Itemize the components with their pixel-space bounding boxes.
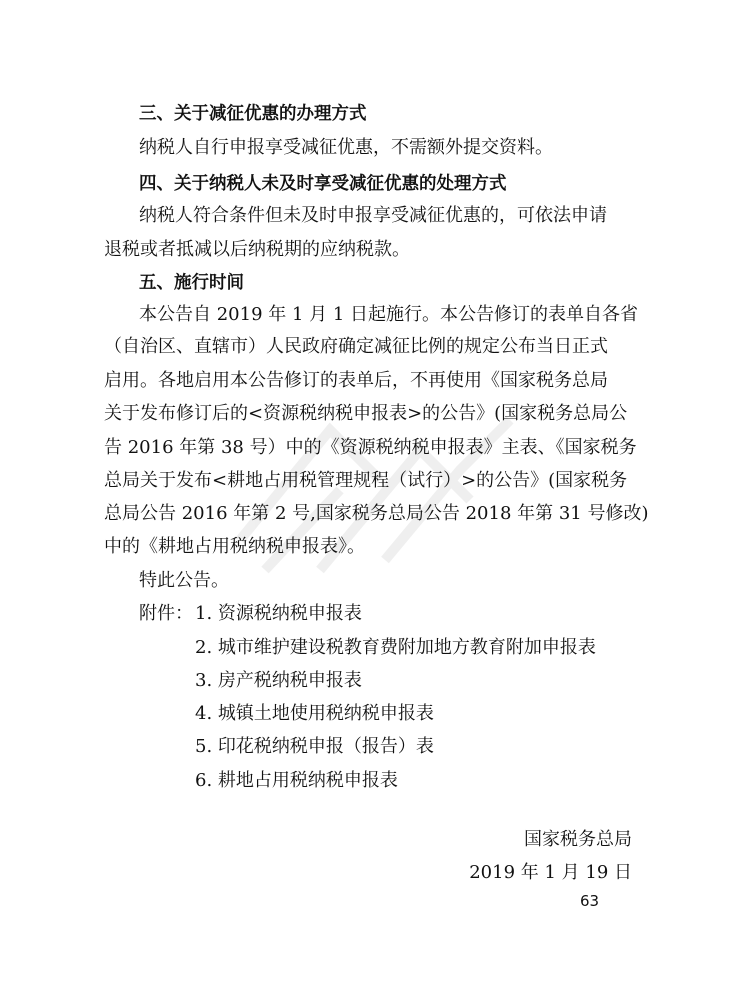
section-5-body-line-3: 启用。各地启用本公告修订的表单后，不再使用《国家税务总局 [104,370,608,391]
attachment-item-6: 6. 耕地占用税纳税申报表 [195,770,398,791]
attachment-item-1: 1. 资源税纳税申报表 [195,603,362,624]
section-5-body-line-1: 本公告自 2019 年 1 月 1 日起施行。本公告修订的表单自各省 [139,304,639,325]
attachment-item-4: 4. 城镇土地使用税纳税申报表 [195,703,434,724]
section-5-body-line-2: （自治区、直辖市）人民政府确定减征比例的规定公布当日正式 [104,336,608,357]
section-5-body-line-6: 总局关于发布<耕地占用税管理规程（试行）>的公告》(国家税务 [104,470,628,491]
issue-date: 2019 年 1 月 19 日 [469,862,632,883]
section-4-body-line-1: 纳税人符合条件但未及时申报享受减征优惠的，可依法申请 [139,205,607,226]
attachment-item-2: 2. 城市维护建设税教育费附加地方教育附加申报表 [195,637,596,658]
attachment-item-5: 5. 印花税纳税申报（报告）表 [195,736,434,757]
section-5-body-line-8: 中的《耕地占用税纳税申报表》。 [104,536,365,557]
section-5-body-line-5: 告 2016 年第 38 号）中的《资源税纳税申报表》主表、《国家税务 [104,437,637,458]
attachments-label: 附件： [139,603,193,624]
section-5-heading: 五、施行时间 [139,273,244,293]
section-4-body-line-2: 退税或者抵减以后纳税期的应纳税款。 [104,239,410,260]
section-4-heading: 四、关于纳税人未及时享受减征优惠的处理方式 [139,174,507,194]
page-number: 63 [580,892,600,910]
section-3-heading: 三、关于减征优惠的办理方式 [139,104,367,124]
section-3-body: 纳税人自行申报享受减征优惠，不需额外提交资料。 [139,137,553,158]
closing-text: 特此公告。 [139,570,229,591]
section-5-body-line-4: 关于发布修订后的<资源税纳税申报表>的公告》(国家税务总局公 [104,403,628,424]
attachment-item-3: 3. 房产税纳税申报表 [195,670,362,691]
section-5-body-line-7: 总局公告 2016 年第 2 号,国家税务总局公告 2018 年第 31 号修改) [104,503,649,524]
issuer-name: 国家税务总局 [524,829,632,850]
